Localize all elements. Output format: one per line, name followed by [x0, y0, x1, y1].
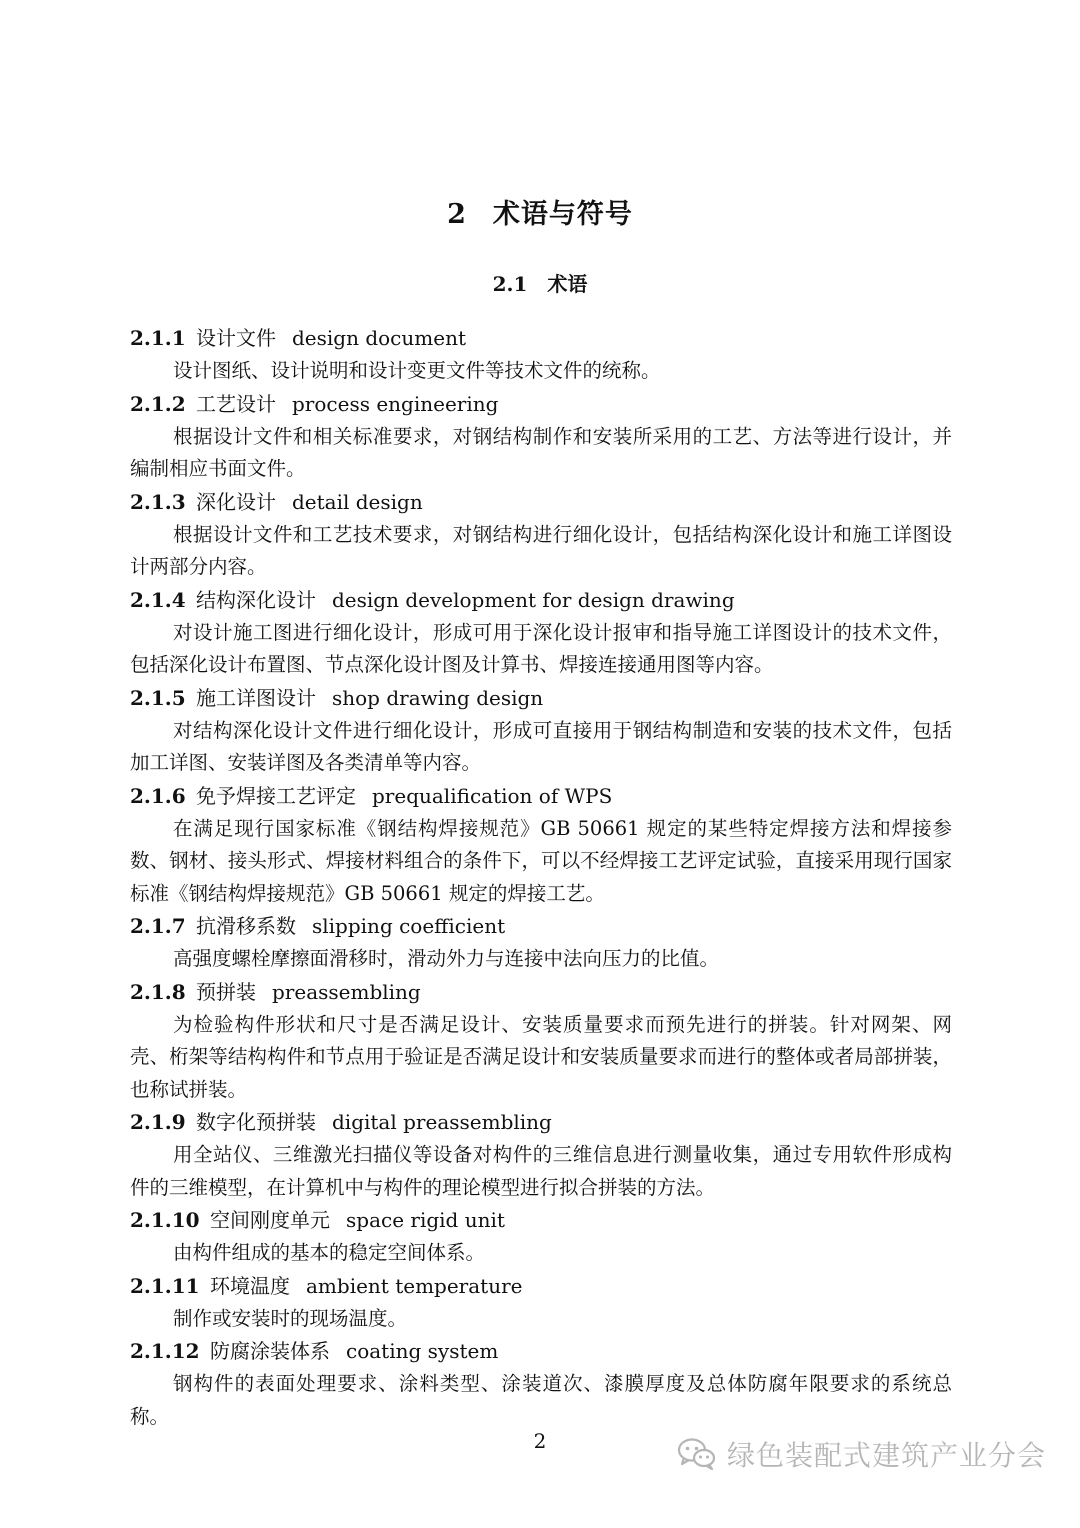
term-english: digital preassembling	[332, 1110, 552, 1134]
term-definition: 为检验构件形状和尺寸是否满足设计、安装质量要求而预先进行的拼装。针对网架、网壳、桁架等结构构件和节点用于验证是否满足设计和安装质量要求而进行的整体或者局部拼装，也称试拼装。	[130, 1012, 952, 1101]
term-english: design document	[292, 326, 466, 350]
term-english: design development for design drawing	[332, 587, 735, 612]
term-chinese: 数字化预拼装	[196, 1110, 316, 1134]
term-english: shop drawing design	[332, 685, 544, 710]
term-chinese: 抗滑移系数	[196, 914, 296, 938]
chapter-name: 术语与符号	[492, 199, 633, 230]
term-english: coating system	[346, 1339, 499, 1363]
section-number: 2.1	[492, 272, 528, 296]
term-definition: 由构件组成的基本的稳定空间体系。	[173, 1241, 486, 1264]
term-number: 2.1.12	[130, 1339, 200, 1363]
term-entry	[130, 1270, 952, 1336]
term-chinese: 工艺设计	[196, 391, 276, 416]
term-number: 2.1.11	[130, 1273, 200, 1298]
term-number: 2.1.6	[130, 783, 186, 808]
term-chinese: 环境温度	[210, 1273, 290, 1298]
term-english: preassembling	[272, 979, 421, 1004]
term-chinese: 施工详图设计	[196, 685, 316, 710]
term-heading	[130, 682, 952, 715]
term-entry	[130, 780, 952, 911]
term-number: 2.1.9	[130, 1110, 186, 1134]
term-english: slipping coefficient	[312, 914, 506, 938]
wechat-icon	[677, 1437, 717, 1471]
term-number: 2.1.2	[130, 391, 186, 416]
term-chinese: 免予焊接工艺评定	[196, 783, 356, 808]
section-title	[0, 268, 1080, 297]
term-heading	[130, 1335, 952, 1368]
term-chinese: 结构深化设计	[196, 587, 316, 612]
term-number: 2.1.3	[130, 489, 186, 514]
term-definition: 根据设计文件和相关标准要求，对钢结构制作和安装所采用的工艺、方法等进行设计，并编制相应书面文件。	[130, 424, 952, 480]
term-number: 2.1.8	[130, 979, 186, 1004]
term-number: 2.1.10	[130, 1208, 200, 1232]
term-heading	[130, 1204, 952, 1237]
term-heading	[130, 780, 952, 813]
term-number: 2.1.7	[130, 914, 186, 938]
page-number: 2	[533, 1429, 547, 1453]
term-english: detail design	[292, 489, 423, 514]
term-heading	[130, 486, 952, 519]
term-heading	[130, 976, 952, 1009]
term-entry	[130, 1335, 952, 1433]
term-entry	[130, 910, 952, 976]
term-entry	[130, 322, 952, 388]
term-heading	[130, 1106, 952, 1139]
term-number: 2.1.5	[130, 685, 186, 710]
term-chinese: 空间刚度单元	[210, 1208, 330, 1232]
term-chinese: 防腐涂装体系	[210, 1339, 330, 1363]
term-heading	[130, 1270, 952, 1303]
term-heading	[130, 910, 952, 943]
term-entry	[130, 976, 952, 1107]
term-definition: 在满足现行国家标准《钢结构焊接规范》GB 50661 规定的某些特定焊接方法和焊接参数、钢材、接头形式、焊接材料组合的条件下，可以不经焊接工艺评定试验，直接采用现行国家标准《钢结构焊接规范》GB 50661 规定的焊接工艺。	[130, 816, 952, 905]
term-definition: 钢构件的表面处理要求、涂料类型、涂装道次、漆膜厚度及总体防腐年限要求的系统总称。	[130, 1372, 952, 1428]
watermark-text: 绿色装配式建筑产业分会	[726, 1439, 1046, 1472]
term-entry	[130, 486, 952, 584]
term-entry	[130, 584, 952, 682]
term-definition: 制作或安装时的现场温度。	[173, 1306, 408, 1330]
term-entry	[130, 1106, 952, 1204]
term-chinese: 预拼装	[196, 979, 256, 1004]
term-definition: 根据设计文件和工艺技术要求，对钢结构进行细化设计，包括结构深化设计和施工详图设计两部分内容。	[130, 522, 952, 578]
term-english: ambient temperature	[306, 1273, 523, 1298]
section-name: 术语	[547, 272, 588, 296]
term-heading	[130, 388, 952, 421]
term-definition: 对结构深化设计文件进行细化设计，形成可直接用于钢结构制造和安装的技术文件，包括加工详图、安装详图及各类清单等内容。	[130, 718, 952, 774]
term-entry	[130, 682, 952, 780]
term-definition: 用全站仪、三维激光扫描仪等设备对构件的三维信息进行测量收集，通过专用软件形成构件的三维模型，在计算机中与构件的理论模型进行拟合拼装的方法。	[130, 1143, 952, 1199]
term-chinese: 设计文件	[196, 326, 276, 350]
term-heading	[130, 322, 952, 355]
term-heading	[130, 584, 952, 617]
term-number: 2.1.1	[130, 326, 186, 350]
terms-list	[130, 322, 952, 1433]
term-definition: 高强度螺栓摩擦面滑移时，滑动外力与连接中法向压力的比值。	[173, 947, 720, 970]
term-english: process engineering	[292, 391, 499, 416]
term-english: prequalification of WPS	[372, 783, 613, 808]
term-entry	[130, 388, 952, 486]
chapter-title	[0, 192, 1080, 231]
term-number: 2.1.4	[130, 587, 186, 612]
chapter-number: 2	[447, 199, 467, 230]
term-chinese: 深化设计	[196, 489, 276, 514]
term-english: space rigid unit	[346, 1208, 505, 1232]
watermark	[677, 1434, 1046, 1474]
term-definition: 设计图纸、设计说明和设计变更文件等技术文件的统称。	[173, 359, 661, 382]
term-entry	[130, 1204, 952, 1270]
term-definition: 对设计施工图进行细化设计，形成可用于深化设计报审和指导施工详图设计的技术文件，包括深化设计布置图、节点深化设计图及计算书、焊接连接通用图等内容。	[130, 620, 952, 676]
